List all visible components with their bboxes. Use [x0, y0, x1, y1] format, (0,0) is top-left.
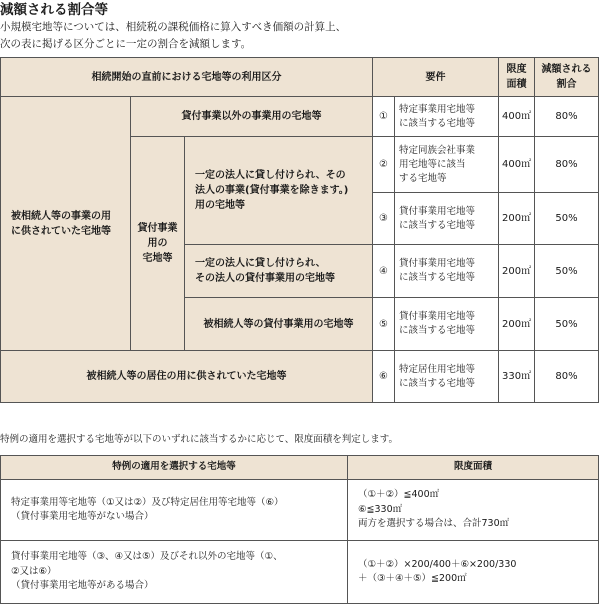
residential-category: 被相続人等の居住の用に供されていた宅地等 — [1, 351, 373, 403]
header-limit-area: 限度面積 — [348, 456, 599, 480]
requirement-cell: 貸付事業用宅地等 に該当する宅地等 — [395, 193, 499, 245]
header-reduction-rate: 減額される 割合 — [535, 58, 599, 97]
table-row — [1, 541, 599, 604]
selected-land-cell: 特定事業用等宅地等（①又は②）及び特定居住用等宅地等（⑥） （貸付事業用宅地等がない場合） — [1, 480, 348, 541]
selected-land-cell: 貸付事業用宅地等（③、④又は⑤）及びそれ以外の宅地等（①、 ②又は⑥） （貸付事業用宅地等がある場合） — [1, 541, 348, 604]
reduction-table-header — [1, 58, 599, 97]
limit-area: 200㎡ — [499, 193, 535, 245]
reduction-rate: 80% — [535, 97, 599, 137]
limit-area: 400㎡ — [499, 137, 535, 193]
reduction-rate: 80% — [535, 137, 599, 193]
requirement-cell: 特定事業用宅地等 に該当する宅地等 — [395, 97, 499, 137]
requirement-cell: 特定居住用宅地等 に該当する宅地等 — [395, 351, 499, 403]
header-limit-area: 限度 面積 — [499, 58, 535, 97]
header-requirement: 要件 — [373, 58, 499, 97]
limit-area: 200㎡ — [499, 245, 535, 298]
limit-area-table-header — [1, 456, 599, 480]
row-number: ⑥ — [373, 351, 395, 403]
row-number: ⑤ — [373, 298, 395, 351]
limit-area-cell: （①＋②）≦400㎡ ⑥≦330㎡ 両方を選択する場合は、合計730㎡ — [348, 480, 599, 541]
reduction-rate: 50% — [535, 193, 599, 245]
corp-lease-category: 一定の法人に貸し付けられ、その 法人の事業(貸付事業を除きます。) 用の宅地等 — [185, 137, 373, 245]
table-row — [1, 351, 599, 403]
header-category: 相続開始の直前における宅地等の利用区分 — [1, 58, 373, 97]
limit-area: 400㎡ — [499, 97, 535, 137]
decedent-rental-category: 被相続人等の貸付事業用の宅地等 — [185, 298, 373, 351]
non-rental-business-category: 貸付事業以外の事業用の宅地等 — [131, 97, 373, 137]
limit-area-cell: （①＋②）×200/400＋⑥×200/330 ＋（③＋④＋⑤）≦200㎡ — [348, 541, 599, 604]
reduction-rate: 50% — [535, 245, 599, 298]
requirement-cell: 貸付事業用宅地等 に該当する宅地等 — [395, 298, 499, 351]
rental-business-category: 貸付事業 用の 宅地等 — [131, 137, 185, 351]
row-number: ③ — [373, 193, 395, 245]
table-row — [1, 480, 599, 541]
intro-line-2: 次の表に掲げる区分ごとに一定の割合を減額します。 — [0, 37, 252, 50]
limit-area: 200㎡ — [499, 298, 535, 351]
limit-area: 330㎡ — [499, 351, 535, 403]
table-row — [1, 97, 599, 137]
reduction-table — [0, 57, 599, 403]
intro-line-1: 小規模宅地等については、相続税の課税価格に算入すべき価額の計算上、 — [0, 21, 347, 33]
page-title: 減額される割合等 — [0, 2, 108, 18]
reduction-rate: 50% — [535, 298, 599, 351]
row-number: ② — [373, 137, 395, 193]
business-use-category: 被相続人等の事業の用 に供されていた宅地等 — [1, 97, 131, 351]
reduction-rate: 80% — [535, 351, 599, 403]
requirement-cell: 貸付事業用宅地等 に該当する宅地等 — [395, 245, 499, 298]
row-number: ④ — [373, 245, 395, 298]
requirement-cell: 特定同族会社事業 用宅地等に該当 する宅地等 — [395, 137, 499, 193]
header-selected-land: 特例の適用を選択する宅地等 — [1, 456, 348, 480]
limit-area-note: 特例の適用を選択する宅地等が以下のいずれに該当するかに応じて、限度面積を判定します。 — [0, 434, 399, 445]
row-number: ① — [373, 97, 395, 137]
intro-text — [0, 19, 346, 52]
limit-area-table — [0, 455, 599, 604]
corp-rental-category: 一定の法人に貸し付けられ、 その法人の貸付事業用の宅地等 — [185, 245, 373, 298]
